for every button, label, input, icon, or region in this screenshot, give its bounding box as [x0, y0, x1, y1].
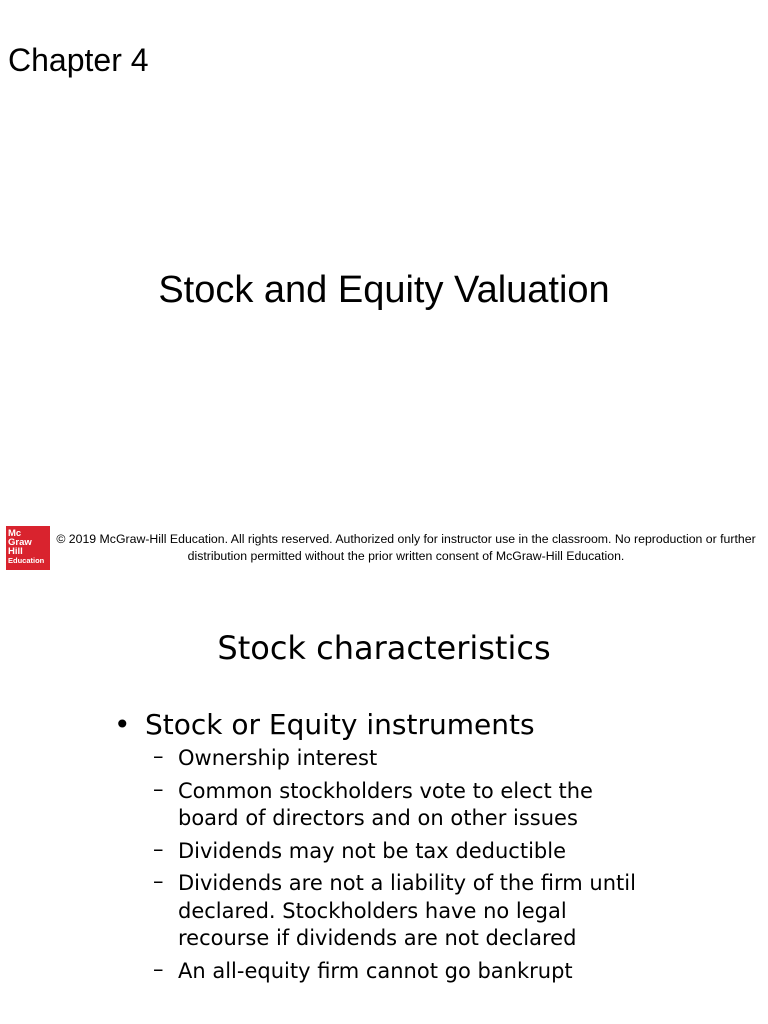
logo-line: Education	[8, 556, 45, 565]
content-slide	[0, 576, 768, 1024]
sub-bullet-text: An all-equity firm cannot go bankrupt	[178, 958, 573, 983]
sub-bullet-marker: –	[153, 776, 164, 801]
slide-title: Stock and Equity Valuation	[158, 269, 610, 311]
sub-bullet-text: Dividends are not a liability of the firm until declared. Stockholders have no legal recourse if dividends are not declared	[178, 871, 636, 950]
mcgraw-hill-logo	[6, 526, 50, 570]
chapter-label: Chapter 4	[8, 42, 149, 78]
sub-bullet-item	[0, 745, 648, 773]
logo-line: Mc	[8, 528, 22, 539]
sub-bullet-item	[0, 870, 648, 953]
sub-bullet-list	[0, 745, 768, 985]
copyright-notice: © 2019 McGraw-Hill Education. All rights reserved. Authorized only for instructor use in the classroom. No reproduction or further distribution permitted without the prior written consent of McGraw-Hill Education.	[56, 532, 756, 563]
sub-bullet-text: Dividends may not be tax deductible	[178, 838, 566, 863]
logo-line: Graw	[8, 537, 32, 548]
bullet-text: Stock or Equity instruments	[145, 708, 535, 741]
sub-bullet-marker: –	[153, 869, 164, 893]
sub-bullet-marker: –	[153, 744, 164, 768]
bullet-marker: •	[114, 708, 131, 741]
sub-bullet-marker: –	[153, 836, 164, 861]
sub-bullet-item	[0, 838, 648, 866]
logo-line: Hill	[8, 546, 23, 557]
sub-bullet-item	[0, 778, 648, 833]
sub-bullet-marker: –	[153, 956, 164, 981]
bullet-item	[0, 702, 768, 748]
bullet-list	[0, 702, 768, 990]
slide-title: Stock characteristics	[217, 629, 551, 667]
sub-bullet-item	[0, 958, 648, 986]
sub-bullet-text: Common stockholders vote to elect the board of directors and on other issues	[178, 778, 593, 830]
sub-bullet-text: Ownership interest	[178, 746, 378, 770]
